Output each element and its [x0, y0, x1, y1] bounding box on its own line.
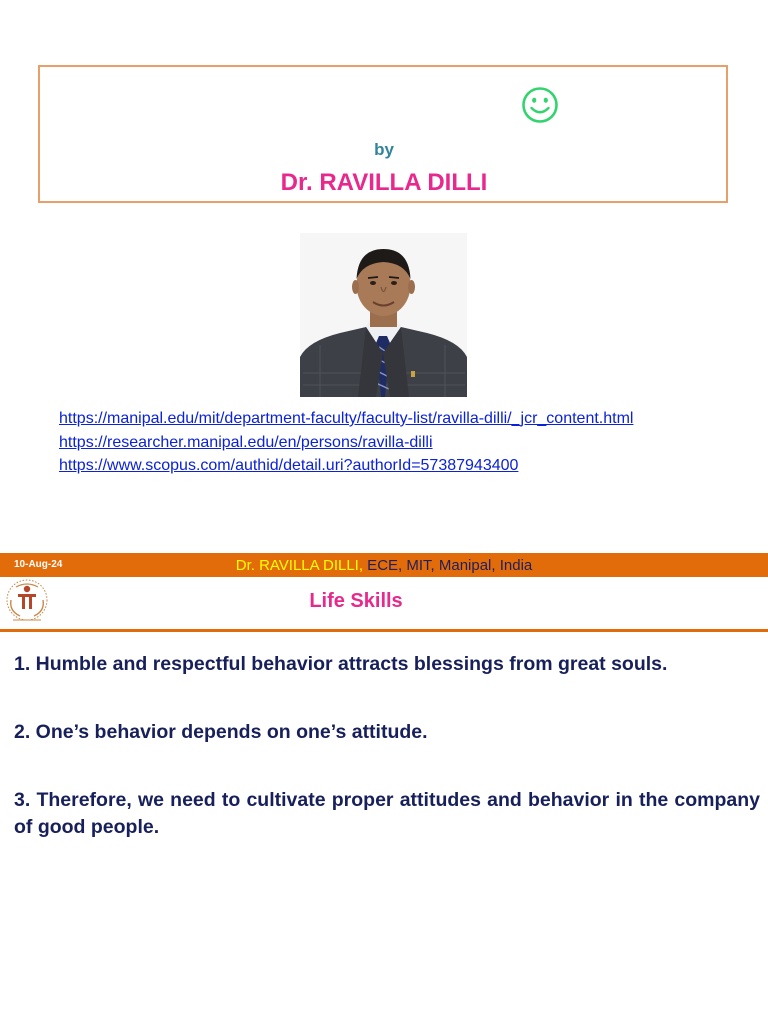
- life-skill-point-2: 2. One’s behavior depends on one’s attitude.: [14, 721, 428, 743]
- scopus-profile-link[interactable]: https://www.scopus.com/authid/detail.uri?authorId=57387943400: [59, 457, 519, 474]
- author-name: Dr. RAVILLA DILLI: [280, 169, 488, 196]
- author-portrait: [300, 233, 467, 397]
- smiley-face-icon: [521, 86, 559, 124]
- faculty-profile-link[interactable]: https://manipal.edu/mit/department-faculty/faculty-list/ravilla-dilli/_jcr_content.html: [59, 410, 634, 427]
- section-title: Life Skills: [309, 590, 403, 612]
- section-divider: [0, 629, 768, 632]
- footer-affiliation: ECE, MIT, Manipal, India: [363, 557, 533, 574]
- by-label: by: [374, 140, 394, 159]
- footer-credit: [0, 557, 768, 575]
- life-skill-point-1: 1. Humble and respectful behavior attracts blessings from great souls.: [14, 653, 668, 675]
- profile-links: [59, 407, 759, 478]
- footer-author: Dr. RAVILLA DILLI,: [235, 557, 364, 574]
- footer-date: 10-Aug-24: [14, 559, 63, 570]
- researcher-profile-link[interactable]: https://researcher.manipal.edu/en/persons/ravilla-dilli: [59, 433, 433, 451]
- life-skill-point-3: 3. Therefore, we need to cultivate proper attitudes and behavior in the company of good people.: [14, 789, 760, 838]
- slide-footer-band: [0, 553, 768, 577]
